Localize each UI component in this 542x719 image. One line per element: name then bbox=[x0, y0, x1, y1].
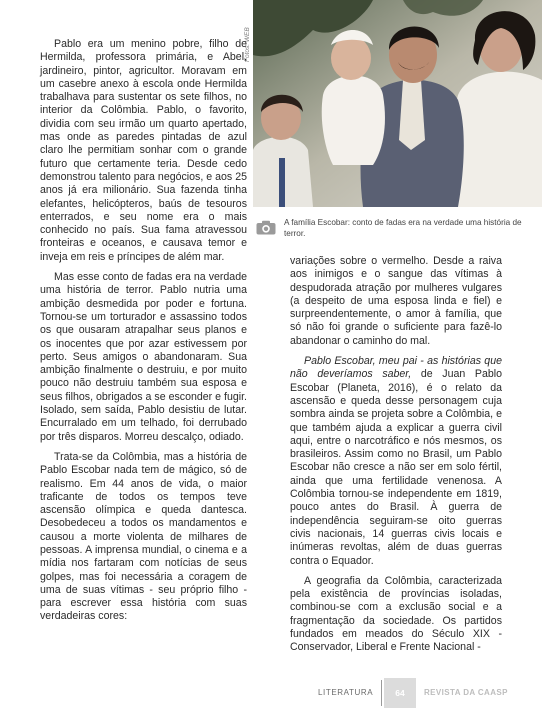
paragraph-book-reference bbox=[290, 355, 502, 568]
photo-caption: A família Escobar: conto de fadas era na verdade uma história de terror. bbox=[284, 218, 522, 238]
page-number: 64 bbox=[384, 678, 416, 708]
paragraph-text: de Juan Pablo Escobar (Planeta, 2016), é o relato da ascensão e queda desse personagem cuja sombra ainda se projeta sobre a Colômbia, e que também ajuda a explicar a guerra civil aqui, entre o narcotráfico e nós mesmos, os brasileiros. Assim como no Brasil, um Pablo Escobar não cresce a não ser em solo fértil, ainda que uma fertilidade venenosa. A Colômbia tornou-se independente em 1819, pouco antes do Brasil. À guerra de independência seguiram-se oito guerras civis nacionais, 14 guerras civis locais e inúmeras revoltas, além de duas guerras contra o Equador. bbox=[290, 368, 502, 567]
book-title: Pablo Escobar, meu pai - as histórias que não deveríamos saber, bbox=[290, 355, 502, 381]
family-photo-illustration bbox=[253, 0, 542, 207]
paragraph: variações sobre o vermelho. Desde a raiva aos inimigos e o sangue das vítimas à despudorada atração por mulheres vulgares (a despeito de uma esposa linda e fiel) e surpreendentemente, o amor à família, que só não foi grande o suficiente para fazê-lo abandonar o caminho do mal. bbox=[290, 255, 502, 347]
photo-credit: Fotos: WEB bbox=[244, 27, 251, 62]
magazine-name: REVISTA DA CAASP bbox=[424, 688, 508, 697]
section-name: LITERATURA bbox=[318, 688, 374, 697]
footer-divider bbox=[381, 680, 382, 706]
family-photo bbox=[253, 0, 542, 207]
right-column bbox=[290, 255, 502, 662]
paragraph: Pablo era um menino pobre, filho de Hermilda, professora primária, e Abel, jardineiro, pintor, agricultor. Moravam em um casebre anexo à escola onde Hermilda trabalhava para sustentar os sete filhos, no interior da Colômbia. Pablo, o favorito, dividia com seu irmão um quarto apertado, mas onde as paredes pintadas de azul claro lhe permitiam sonhar com o grande futuro que certamente teria. Desde cedo demonstrou talento para negócios, e aos 25 anos já era milionário. Sua fazenda tinha elefantes, helicópteros, baús de tesouros enterrados, e seu nome era o mais conhecido no país. Sua fama atravessou fronteiras e oceanos, e causava temor e inveja em reis e príncipes de além mar. bbox=[40, 38, 247, 263]
page-footer bbox=[0, 678, 542, 708]
paragraph: A geografia da Colômbia, caracterizada pela existência de províncias isoladas, combinou-se com a exclusão social e a fragmentação da sociedade. Os partidos fundados em meados do Século XIX - Conservador, Liberal e Frente Nacional - bbox=[290, 574, 502, 654]
paragraph: Mas esse conto de fadas era na verdade uma história de terror. Pablo nutria uma ambição desmedida por poder e fortuna. Tornou-se um torturador e assassino todos os que ousaram atrapalhar seus planos e os inocentes que por azar estivessem por perto. Seus amigos o abandonaram. Sua ambição finalmente o destruiu, e por muito pouco não destruiu também sua esposa e seus filhos, obrigados a se esconder e fugir. Isolado, sem saída, Pablo desistiu de lutar. Encurralado em um telhado, foi derrubado por três disparos. Morreu descalço, odiado. bbox=[40, 271, 247, 443]
left-column bbox=[40, 38, 247, 631]
paragraph: Trata-se da Colômbia, mas a história de Pablo Escobar nada tem de mágico, só de realismo. Em 44 anos de vida, o maior traficante de todos os tempos teve ascensão olímpica e queda dantesca. Desobedeceu a todos os mandamentos e causou a morte violenta de milhares de pessoas. A imprensa mundial, o cinema e a mídia nos fartaram com notícias de seus golpes, mas foi necessária a coragem de uma de suas vítimas - seu próprio filho - para escrever essa história com suas verdadeiras cores: bbox=[40, 450, 247, 623]
camera-icon bbox=[256, 220, 276, 235]
